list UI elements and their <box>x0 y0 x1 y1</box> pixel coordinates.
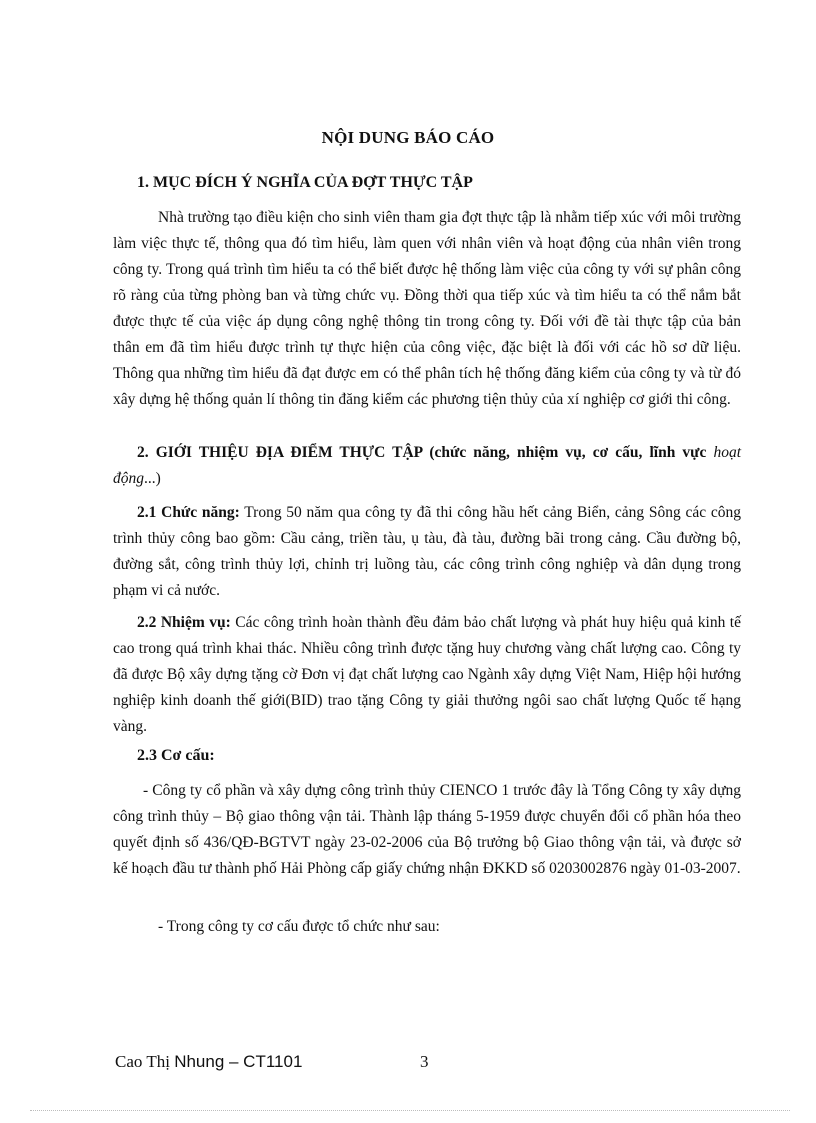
section-2-1-paragraph <box>113 500 741 604</box>
section-2-3-structure-line: - Trong công ty cơ cấu được tổ chức như sau: <box>158 918 440 935</box>
section-1-heading: 1. MỤC ĐÍCH Ý NGHĨA CỦA ĐỢT THỰC TẬP <box>137 174 473 191</box>
section-2-heading-italic: hoạt động <box>113 444 742 487</box>
section-2-3-heading: 2.3 Cơ cấu: <box>137 747 215 764</box>
footer-author <box>115 1052 302 1072</box>
footer-author-part1: Cao Thị <box>115 1052 175 1071</box>
page-title: NỘI DUNG BÁO CÁO <box>321 128 495 147</box>
footer-author-part2: Nhung – CT1101 <box>174 1052 303 1071</box>
section-2-heading-tail: ...) <box>144 470 161 487</box>
page-number: 3 <box>420 1052 429 1071</box>
section-2-1-label: 2.1 Chức năng: <box>137 504 240 521</box>
section-2-2-body: Các công trình hoàn thành đều đảm bảo chất lượng và phát huy hiệu quả kinh tế cao trong quá trình khai thác. Nhiều công trình được tặng huy chương vàng chất lượng cao. Công ty đã được Bộ xây dựng tặng cờ Đơn vị đạt chất lượng cao Ngành xây dựng Việt Nam, Hiệp hội hướng nghiệp kinh doanh thế giới(BID) trao tặng Công ty giải thưởng ngôi sao chất lượng Quốc tế hạng vàng. <box>113 614 741 735</box>
section-2-1-body: Trong 50 năm qua công ty đã thi công hầu hết cảng Biển, cảng Sông các công trình thủy công bao gồm: Cầu cảng, triền tàu, ụ tàu, đà tàu, đường bãi trong cảng. Cầu đường bộ, đường sắt, công trình thủy lợi, chỉnh trị luồng tàu, các công trình công nghiệp và dân dụng trong phạm vi cả nước. <box>113 504 741 599</box>
section-2-2-label: 2.2 Nhiệm vụ: <box>137 614 231 631</box>
section-2-2-paragraph <box>113 610 741 740</box>
section-2-heading-bold2: (chức năng, nhiệm vụ, cơ cấu, lĩnh vực <box>422 444 707 461</box>
footer-divider <box>30 1110 790 1111</box>
section-2-heading <box>113 440 741 492</box>
section-2-3-body: - Công ty cổ phần và xây dựng công trình thủy CIENCO 1 trước đây là Tổng Công ty xây dựng công trình thủy – Bộ giao thông vận tải. Thành lập tháng 5-1959 được chuyển đổi cổ phần hóa theo quyết định số 436/QĐ-BGTVT ngày 23-02-2006 của Bộ trưởng bộ Giao thông vận tải, và được sở kế hoạch đầu tư thành phố Hải Phòng cấp giấy chứng nhận ĐKKD số 0203002876 ngày 01-03-2007. <box>113 782 741 877</box>
section-1-body: Nhà trường tạo điều kiện cho sinh viên tham gia đợt thực tập là nhằm tiếp xúc với môi trường làm việc thực tế, thông qua đó tìm hiểu, làm quen với nhân viên và hoạt động của nhân viên trong công ty. Trong quá trình tìm hiểu ta có thể biết được hệ thống làm việc của công ty với sự phân công rõ ràng của từng phòng ban và từng chức vụ. Đồng thời qua tiếp xúc và tìm hiểu ta có thể nắm bắt được thực tế của việc áp dụng công nghệ thông tin trong công ty. Đối với đề tài thực tập của bản thân em đã tìm hiểu được trình tự thực hiện của công việc, đặc biệt là đối với các hồ sơ dữ liệu. Thông qua những tìm hiểu đã đạt được em có thể phân tích hệ thống đăng kiểm của công ty và từ đó xây dựng hệ thống quản lí thông tin đăng kiểm các phương tiện thủy của xí nghiệp cơ giới thi công. <box>113 209 741 408</box>
section-2-heading-bold: 2. GIỚI THIỆU ĐỊA ĐIỂM THỰC TẬP <box>137 444 423 461</box>
